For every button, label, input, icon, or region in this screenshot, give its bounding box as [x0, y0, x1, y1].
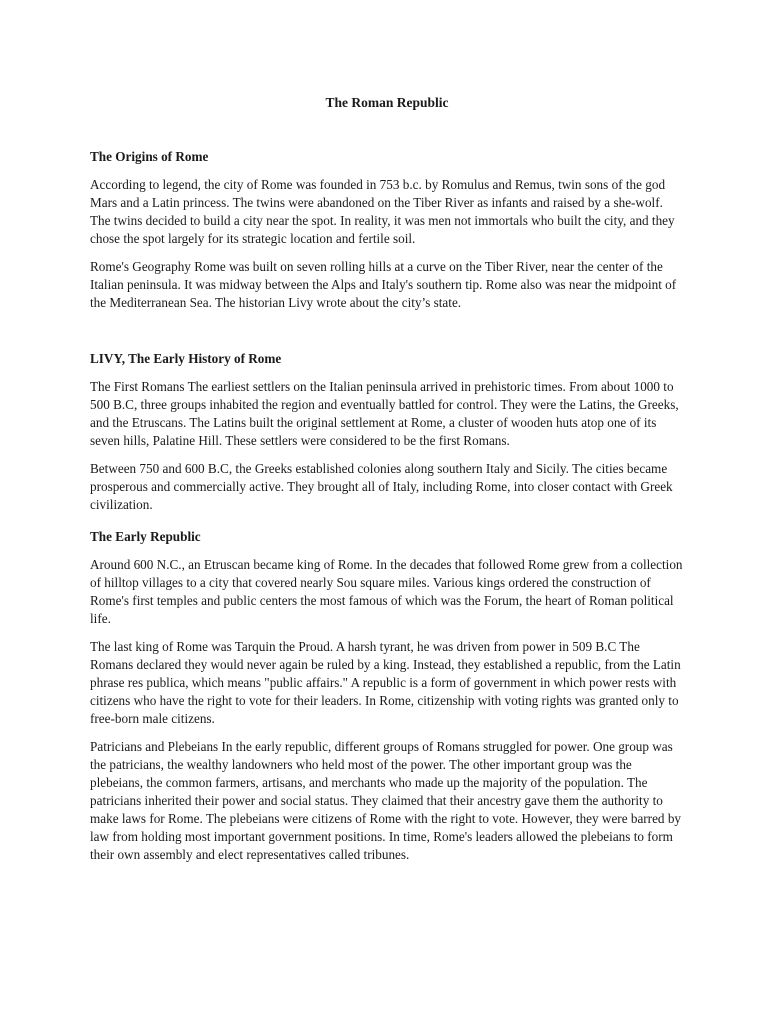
paragraph-livy-greeks: Between 750 and 600 B.C, the Greeks established colonies along southern Italy and Sicily. The cities became prosperous and commercially active. They brought all of Italy, including Rome, into closer contact with Greek civilization. — [90, 461, 673, 512]
paragraph-origins-geography: Rome's Geography Rome was built on seven rolling hills at a curve on the Tiber River, near the center of the Italian peninsula. It was midway between the Alps and Italy's southern tip. Rome also was near the midpoint of the Mediterranean Sea. The historian Livy wrote about the city’s state. — [90, 259, 677, 310]
section-heading-early-republic: The Early Republic — [90, 529, 201, 544]
paragraph-origins-legend: According to legend, the city of Rome was founded in 753 b.c. by Romulus and Remus, twin sons of the god Mars and a Latin princess. The twins were abandoned on the Tiber River as infants and raised by a she-wolf. The twins decided to build a city near the spot. In reality, it was men not immortals who built the city, and they chose the spot largely for its strategic location and fertile soil. — [90, 177, 675, 246]
document-page — [90, 94, 684, 874]
paragraph-republic-etruscan-king: Around 600 N.C., an Etruscan became king of Rome. In the decades that followed Rome grew from a collection of hilltop villages to a city that covered nearly Sou square miles. Various kings ordered the construction of Rome's first temples and public centers the most famous of which was the Forum, the heart of Roman political life. — [90, 557, 683, 626]
section-early-republic — [90, 528, 684, 864]
section-spacer — [90, 322, 684, 350]
section-origins — [90, 148, 684, 312]
paragraph-republic-patricians-plebeians: Patricians and Plebeians In the early republic, different groups of Romans struggled for power. One group was the patricians, the wealthy landowners who held most of the power. The other important group was the plebeians, the common farmers, artisans, and merchants who made up the majority of the population. The patricians inherited their power and social status. They claimed that their ancestry gave them the authority to make laws for Rome. The plebeians were citizens of Rome with the right to vote. However, they were barred by law from holding most important government positions. In time, Rome's leaders allowed the plebeians to form their own assembly and elect representatives called tribunes. — [90, 739, 682, 862]
paragraph-livy-first-romans: The First Romans The earliest settlers on the Italian peninsula arrived in prehistoric times. From about 1000 to 500 B.C, three groups inhabited the region and eventually battled for control. They were the Latins, the Greeks, and the Etruscans. The Latins built the original settlement at Rome, a cluster of wooden huts atop one of its seven hills, Palatine Hill. These settlers were considered to be the first Romans. — [90, 379, 679, 448]
section-heading-livy: LIVY, The Early History of Rome — [90, 351, 282, 366]
document-title: The Roman Republic — [325, 95, 449, 110]
paragraph-republic-tarquin: The last king of Rome was Tarquin the Proud. A harsh tyrant, he was driven from power in 509 B.C The Romans declared they would never again be ruled by a king. Instead, they established a republic, from the Latin phrase res publica, which means "public affairs." A republic is a form of government in which power rests with citizens who have the right to vote for their leaders. In Rome, citizenship with voting rights was granted only to free-born male citizens. — [90, 639, 681, 726]
section-heading-origins: The Origins of Rome — [90, 149, 209, 164]
section-livy — [90, 350, 684, 514]
